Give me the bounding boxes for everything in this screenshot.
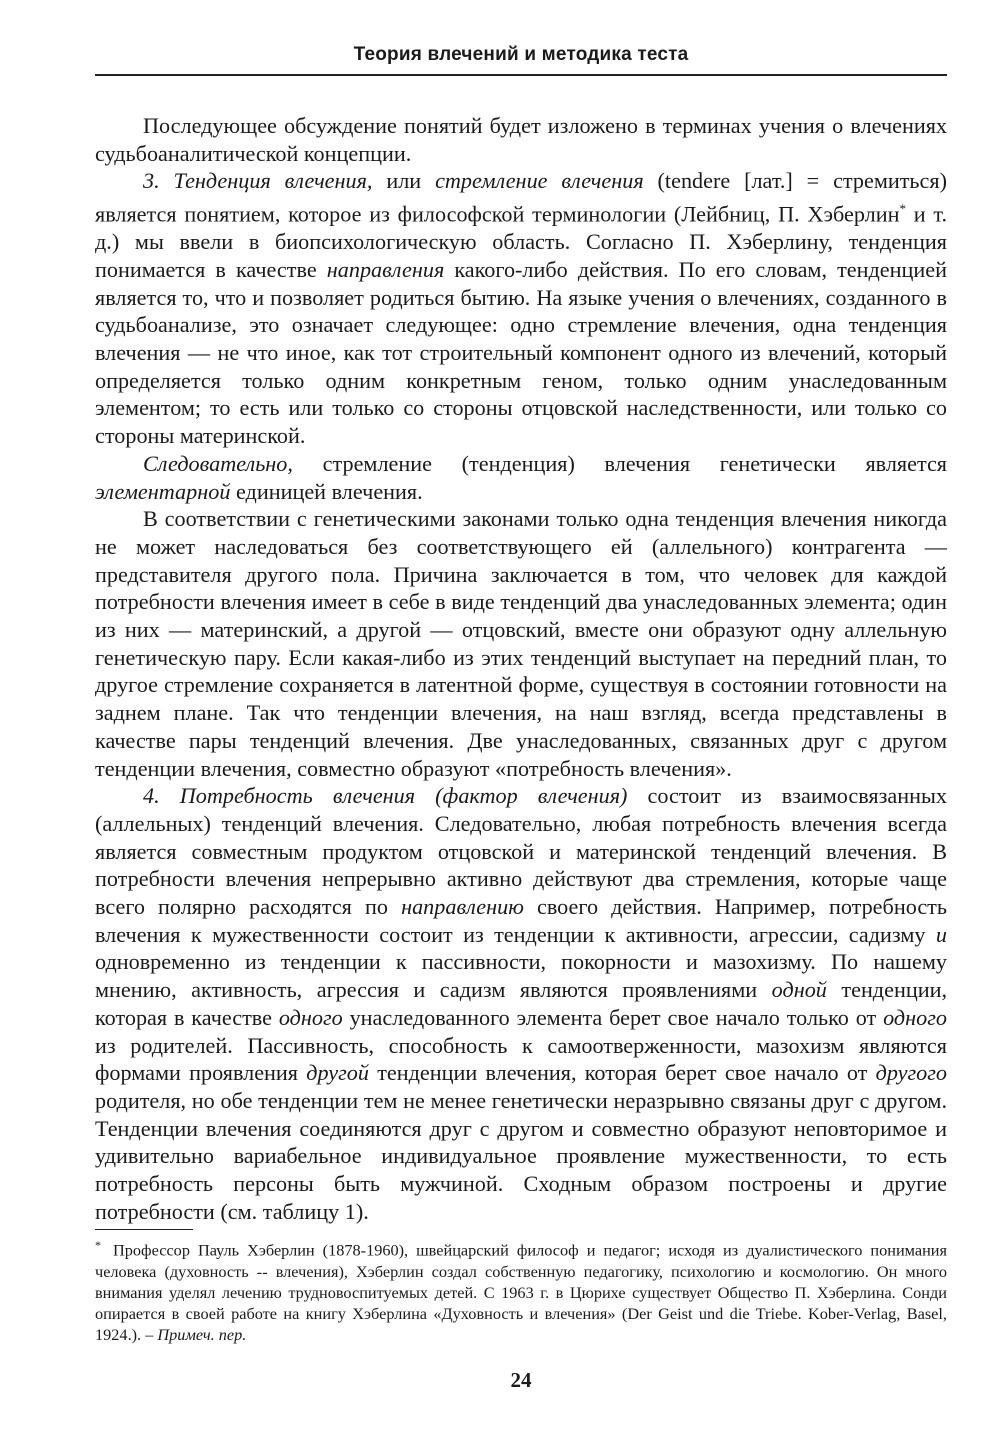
paragraph-text: (tendere [лат.] = стремиться) является понятием, которое из философской терминологии (Лейбниц, П. Хэберлин (95, 168, 947, 227)
running-header: Теория влечений и методика теста (353, 44, 689, 65)
emphasis: элементарной (95, 478, 231, 504)
emphasis: другой (306, 1060, 369, 1086)
paragraph-text: унаследованного элемента берет свое начало только от (342, 1004, 884, 1030)
footnote-text: Профессор Пауль Хэберлин (1878-1960), швейцарский философ и педагог; исходя из дуалистического понимания человека (духовность -- влечения), Хэберлин создал собственную педагогику, психологию и космологию. Он много внимания уделял лечению трудновоспитуемых детей. С 1963 г. в Цюрихе существует Общество П. Хэберлина. Сонди опирается в своей работе на книгу Хэберлина «Духовность и влечения» (Der Geist und die Triebe. Kober-Verlag, Basel, 1924.). – (95, 1240, 947, 1345)
emphasis: одного (278, 1004, 343, 1030)
paragraph-text: стремление (тенденция) влечения генетически является (292, 450, 947, 476)
paragraph-genetics (95, 505, 947, 782)
footnote-reference[interactable]: * (899, 201, 906, 217)
footnote-mark: * (95, 1238, 101, 1252)
translator-note: Примеч. пер. (157, 1325, 247, 1345)
footnote-divider (95, 1229, 193, 1230)
section-number: 3. (143, 168, 174, 194)
paragraph-text: единицей влечения. (230, 478, 423, 504)
paragraph-text: какого-либо действия. По его словам, тенденцией является то, что и позволяет родиться бытию. На языке учения о влечениях, созданного в судьбоанализе, это означает следующее: одно стремление влечения, одна тенденция влечения — не что иное, как тот строительный компонент одного из влечений, который определяется только одним конкретным геном, только одним унаследованным элементом; то есть или только со стороны отцовской наследственности, или только со стороны материнской. (95, 256, 947, 449)
emphasis: одной (771, 977, 827, 1003)
paragraph-text: тенденции, которая в качестве (95, 977, 947, 1030)
emphasis: другого (875, 1060, 947, 1086)
emphasis: одного (883, 1004, 947, 1030)
paragraph-text: одновременно из тенденции к пассивности, покорности и мазохизму. По нашему мнению, активность, агрессия и садизм являются проявлениями (95, 949, 947, 1003)
paragraph-text: тенденции влечения, которая берет свое начало от (368, 1060, 876, 1086)
paragraph-intro (95, 112, 947, 167)
paragraph-text: или (372, 168, 436, 194)
page-number: 24 (510, 1368, 532, 1392)
paragraph-text: своего действия. Например, потребность влечения к мужественности состоит из тенденции к активности, агрессии, садизму (95, 894, 947, 947)
paragraph-tendency (95, 167, 947, 449)
emphasis: Следовательно, (143, 450, 293, 476)
paragraph-consequently (95, 450, 947, 505)
emphasis: направления (326, 256, 445, 282)
term-tendency: Тенденция влечения, (173, 168, 373, 194)
paragraph-text: и т. д.) мы ввели в биопсихологическую область. Согласно П. Хэберлину, тенденция понимается в качестве (95, 201, 948, 282)
main-text (95, 112, 947, 1226)
paragraph-need (95, 782, 947, 1225)
paragraph-text: Последующее обсуждение понятий будет изложено в терминах учения о влечениях судьбоаналитической концепции. (95, 113, 947, 166)
header-divider (95, 74, 947, 76)
paragraph-text: из родителей. Пассивность, способность к самоотверженности, мазохизм являются формами проявления (95, 1032, 947, 1086)
paragraph-text: В соответствии с генетическими законами только одна тенденция влечения никогда не может наследоваться без соответствующего ей (аллельного) контрагента — представителя другого пола. Причина заключается в том, что человек для каждой потребности влечения имеет в себе в виде тенденций два унаследованных элемента; один из них — материнский, а другой — отцовский, вместе они образуют одну аллельную генетическую пару. Если какая-либо из этих тенденций выступает на передний план, то другое стремление сохраняется в латентной форме, существуя в состоянии готовности на заднем плане. Так что тенденции влечения, на наш взгляд, всегда представлены в качестве пары тенденций влечения. Две унаследованных, связанных друг с другом тенденции влечения, совместно образуют «потребность влечения». (95, 506, 947, 781)
footnote (95, 1235, 947, 1345)
term-need: 4. Потребность влечения (фактор влечения) (143, 783, 628, 809)
emphasis: и (935, 921, 947, 947)
emphasis: направлению (401, 894, 524, 920)
term-striving: стремление влечения (435, 168, 644, 194)
paragraph-text: родителя, но обе тенденции тем не менее генетически неразрывно связаны друг с другом. Тенденции влечения соединяются друг с другом и совместно образуют неповторимое и удивительно вариабельное индивидуальное проявление мужественности, то есть потребность персоны быть мужчиной. Сходным образом построены и другие потребности (см. таблицу 1). (95, 1088, 947, 1224)
paragraph-text: состоит из взаимосвязанных (аллельных) тенденций влечения. Следовательно, любая потребность влечения всегда является совместным продуктом отцовской и материнской тенденций влечения. В потребности влечения непрерывно активно действуют два стремления, которые чаще всего полярно расходятся по (95, 783, 948, 920)
